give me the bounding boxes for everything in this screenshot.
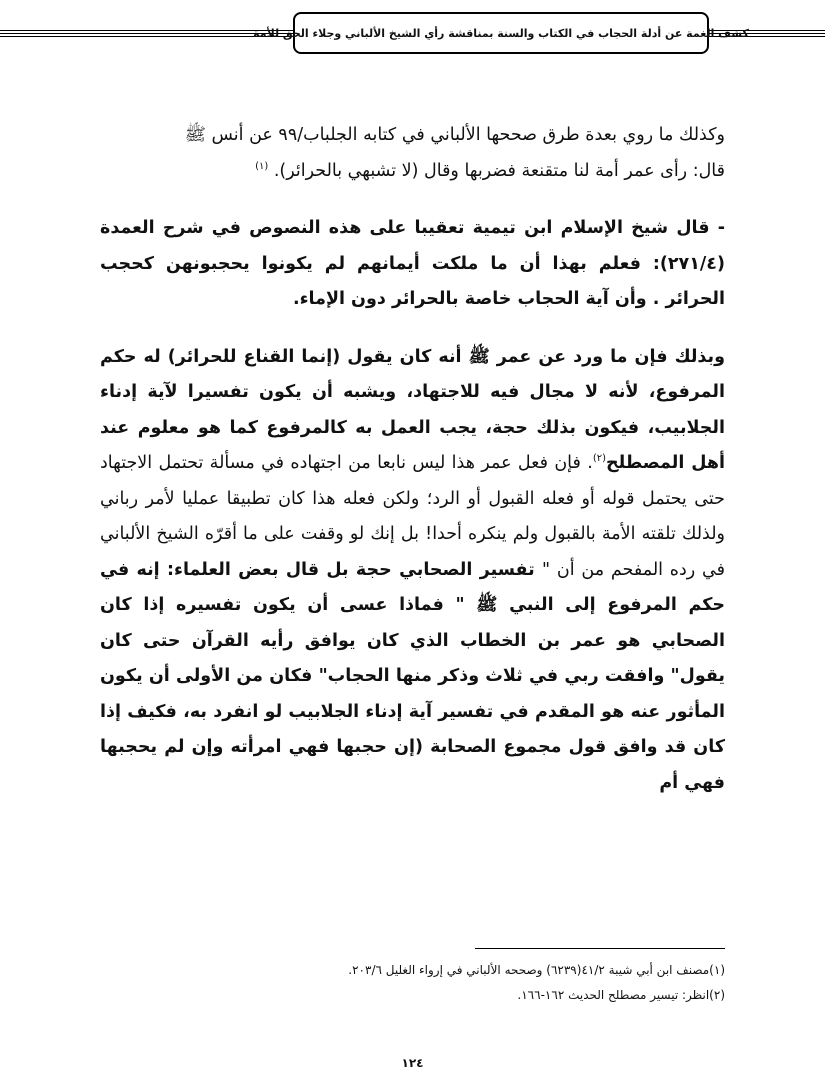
paragraph-3-bold-part-2: تفسير الصحابي حجة بل قال بعض العلماء: إنه في حكم المرفوع إلى النبي ﷺ " فماذا عسى أن يكون تفسيره إذا كان الصحابي هو عمر بن الخطاب الذي كان يوافق رأيه القرآن حتى كان يقول" وافقت ربي في ثلاث وذكر منها الحجاب" فكان من الأولى أن يكون المأثور عنه هو المقدم في تفسير آية إدناء الجلابيب لو انفرد به، فكيف إذا كان قد وافق قول مجموع الصحابة (إن حجبها فهي امرأته وإن لم يحجبها فهي أم bbox=[100, 559, 725, 793]
main-text bbox=[100, 118, 725, 801]
running-header bbox=[253, 12, 749, 54]
paragraph-3 bbox=[100, 340, 725, 802]
paragraph-2: - قال شيخ الإسلام ابن تيمية تعقيبا على هذه النصوص في شرح العمدة (٢٧١/٤): فعلم بهذا أن ما ملكت أيمانهم لم يكونوا يحجبونهن كحجب الحرائر . وأن آية الحجاب خاصة بالحرائر دون الإماء. bbox=[100, 218, 725, 309]
paragraph-3-normal-part: . فإن فعل عمر هذا ليس نابعا من اجتهاده في مسألة تحتمل الاجتهاد حتى يحتمل قوله أو فعله القبول أو الرد؛ ولكن فعله هذا كان تطبيقا عمليا لأمر رباني ولذلك تلقته الأمة بالقبول ولم ينكره أحدا! بل إنك لو وقفت على ما أقرّه الشيخ الألباني في رده المفحم من أن " bbox=[100, 453, 725, 580]
footnote-ref-1: (١) bbox=[255, 160, 269, 172]
footnote-ref-2: (٢) bbox=[592, 453, 606, 465]
footnotes bbox=[100, 958, 725, 1008]
paragraph-1-line-2: قال: رأى عمر أمة لنا متقنعة فضربها وقال (لا تشبهي بالحرائر). bbox=[273, 160, 725, 181]
running-header-title: كشف الغمة عن أدلة الحجاب في الكتاب والسنة بمناقشة رأي الشيخ الألباني وجلاء الحق للأمة bbox=[253, 26, 749, 40]
paragraph-1 bbox=[100, 118, 725, 189]
paragraph-1-line-1: وكذلك ما روي بعدة طرق صححها الألباني في كتابه الجلباب/٩٩ عن أنس ﷺ bbox=[184, 125, 725, 145]
footnote-1: (١)مصنف ابن أبي شيبة ٤١/٢(٦٢٣٩) وصححه الألباني في إرواء الغليل ٢٠٣/٦. bbox=[348, 963, 725, 977]
footnote-2: (٢)انظر: تيسير مصطلح الحديث ١٦٢-١٦٦. bbox=[517, 988, 725, 1002]
paragraph-3-bold-part: وبذلك فإن ما ورد عن عمر ﷺ أنه كان يقول (إنما القناع للحرائر) له حكم المرفوع، لأنه لا مجال فيه للاجتهاد، ويشبه أن يكون تفسيرا لآية إدناء الجلابيب، فيكون بذلك حجة، يجب العمل به كالمرفوع كما هو معلوم عند أهل المصطلح bbox=[100, 346, 725, 473]
footnote-separator bbox=[475, 948, 725, 949]
page-number: ١٢٤ bbox=[401, 1056, 424, 1070]
